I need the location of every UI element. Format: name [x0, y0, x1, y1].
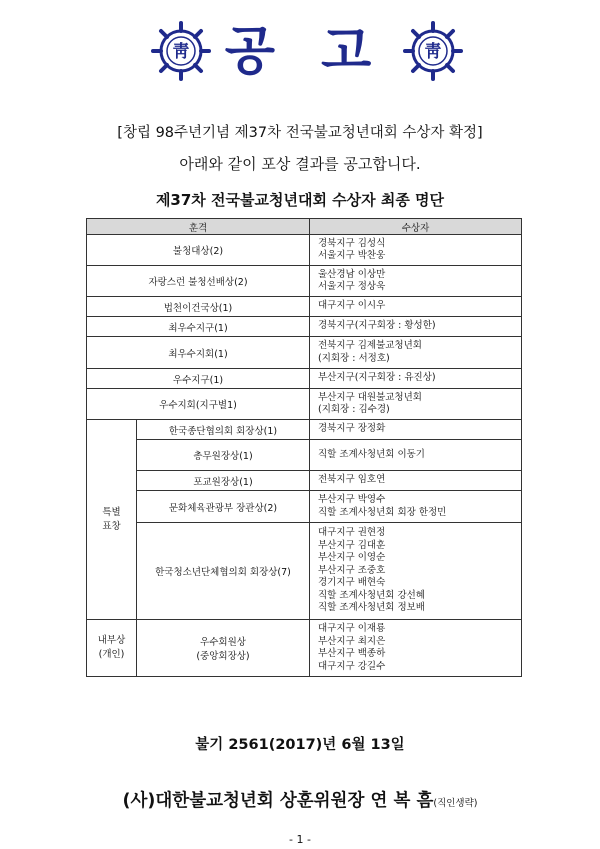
- category-label: 표창: [102, 520, 121, 532]
- recipient-name: 부산지구 백종하: [318, 648, 386, 659]
- table-row: [87, 420, 522, 440]
- recipient-name: 부산지구 김대훈: [318, 539, 386, 551]
- category-label: 내부상: [97, 635, 126, 646]
- seal-note: (직인생략): [433, 798, 478, 809]
- recipient-name: 울산경남 이상만: [318, 268, 386, 280]
- recipient-name: 부산지구 박영수: [318, 494, 386, 505]
- recipient-cell: [310, 420, 522, 440]
- table-row: [87, 317, 522, 337]
- table-title: 제37차 전국불교청년대회 수상자 최종 명단: [155, 191, 445, 209]
- table-row: [87, 235, 522, 266]
- recipient-name: 경기지구 배현숙: [318, 577, 386, 589]
- award-cell: 우수지회(지구별1): [87, 389, 310, 420]
- table-row: [87, 266, 522, 297]
- award-cell: 우수지구(1): [87, 369, 310, 389]
- recipient-name: 경북지구 장정화: [318, 423, 386, 435]
- recipient-cell: [310, 369, 522, 389]
- page-number: - 1 -: [289, 833, 311, 846]
- table-row: [87, 389, 522, 420]
- award-cell: 포교원장상(1): [137, 471, 310, 491]
- table-row: [87, 523, 522, 620]
- recipient-name: 대구지구 권현정: [318, 527, 386, 539]
- notice-intro: 아래와 같이 포상 결과를 공고합니다.: [179, 155, 421, 173]
- awards-table: [86, 218, 522, 677]
- category-cell-special: [87, 420, 137, 620]
- recipient-name: 대구지구 강길수: [318, 660, 386, 672]
- recipient-cell: [310, 337, 522, 369]
- signature-text: (사)대한불교청년회 상훈위원장 연 복 흠: [122, 791, 434, 811]
- header-award: 훈격: [87, 219, 310, 235]
- award-cell: 법천이건국상(1): [87, 297, 310, 317]
- recipient-name: 직할 조계사청년회 이동기: [318, 448, 425, 460]
- header-recipient: 수상자: [310, 219, 522, 235]
- award-cell: 최우수지회(1): [87, 337, 310, 369]
- recipient-name: (지회장 : 서정호): [318, 352, 390, 364]
- table-row: [87, 369, 522, 389]
- award-cell: 한국청소년단체협의회 회장상(7): [137, 523, 310, 620]
- award-cell: 최우수지구(1): [87, 317, 310, 337]
- award-line: 우수회원상: [200, 637, 246, 648]
- notice-title: 공 고: [224, 22, 386, 82]
- recipient-cell: [310, 317, 522, 337]
- recipient-name: 경북지구 김성식: [318, 237, 386, 249]
- recipient-name: 대구지구 이시우: [318, 300, 386, 312]
- award-cell: 총무원장상(1): [137, 440, 310, 471]
- notice-subject: [창립 98주년기념 제37차 전국불교청년대회 수상자 확정]: [117, 125, 483, 141]
- notice-date: 불기 2561(2017)년 6월 13일: [195, 737, 405, 753]
- category-label: 특별: [102, 506, 121, 518]
- emblem-char: 靑: [424, 42, 442, 62]
- recipient-cell: [310, 297, 522, 317]
- table-header-row: [87, 219, 522, 235]
- recipient-name: 부산지구 이영순: [318, 552, 386, 564]
- table-row: [87, 440, 522, 471]
- recipient-name: 직할 조계사청년회 정보배: [318, 602, 425, 614]
- award-cell: 문화체육관광부 장관상(2): [137, 491, 310, 523]
- table-row: [87, 297, 522, 317]
- recipient-cell: [310, 620, 522, 677]
- recipient-name: 서울지구 정상욱: [318, 281, 386, 292]
- table-row: [87, 337, 522, 369]
- emblem-char: 靑: [172, 42, 190, 62]
- recipient-name: 직할 조계사청년회 강선혜: [318, 589, 425, 601]
- award-line: (중앙회장상): [196, 651, 250, 662]
- recipient-cell: [310, 389, 522, 420]
- award-cell: [137, 620, 310, 677]
- recipient-cell: [310, 471, 522, 491]
- recipient-name: 전북지구 임호연: [318, 474, 386, 486]
- recipient-name: 서울지구 박찬웅: [318, 250, 386, 261]
- dharma-wheel-emblem-left-icon: [150, 20, 212, 82]
- recipient-cell: [310, 491, 522, 523]
- notice-header: [0, 14, 600, 94]
- recipient-name: 부산지구 대원불교청년회: [318, 391, 422, 403]
- award-cell: 한국종단협의회 회장상(1): [137, 420, 310, 440]
- recipient-cell: [310, 235, 522, 266]
- recipient-name: 부산지구 최지은: [318, 635, 386, 647]
- recipient-cell: [310, 440, 522, 471]
- category-cell-internal: [87, 620, 137, 677]
- recipient-cell: [310, 266, 522, 297]
- recipient-cell: [310, 523, 522, 620]
- recipient-name: 부산지구 조중호: [318, 564, 386, 576]
- award-cell: 불청대상(2): [87, 235, 310, 266]
- award-cell: 자랑스런 불청선배상(2): [87, 266, 310, 297]
- signature: [0, 787, 600, 812]
- recipient-name: 전북지구 김제불교청년회: [318, 340, 422, 351]
- table-row: [87, 620, 522, 677]
- dharma-wheel-emblem-right-icon: [402, 20, 464, 82]
- recipient-name: 대구지구 이재룡: [318, 623, 386, 634]
- table-row: [87, 471, 522, 491]
- recipient-name: 직할 조계사청년회 회장 한정민: [318, 506, 447, 518]
- recipient-name: 경북지구(지구회장 : 황성한): [318, 320, 436, 332]
- recipient-name: (지회장 : 김수경): [318, 404, 390, 415]
- category-label: (개인): [98, 649, 125, 660]
- recipient-name: 부산지구(지구회장 : 유진상): [318, 372, 436, 384]
- table-row: [87, 491, 522, 523]
